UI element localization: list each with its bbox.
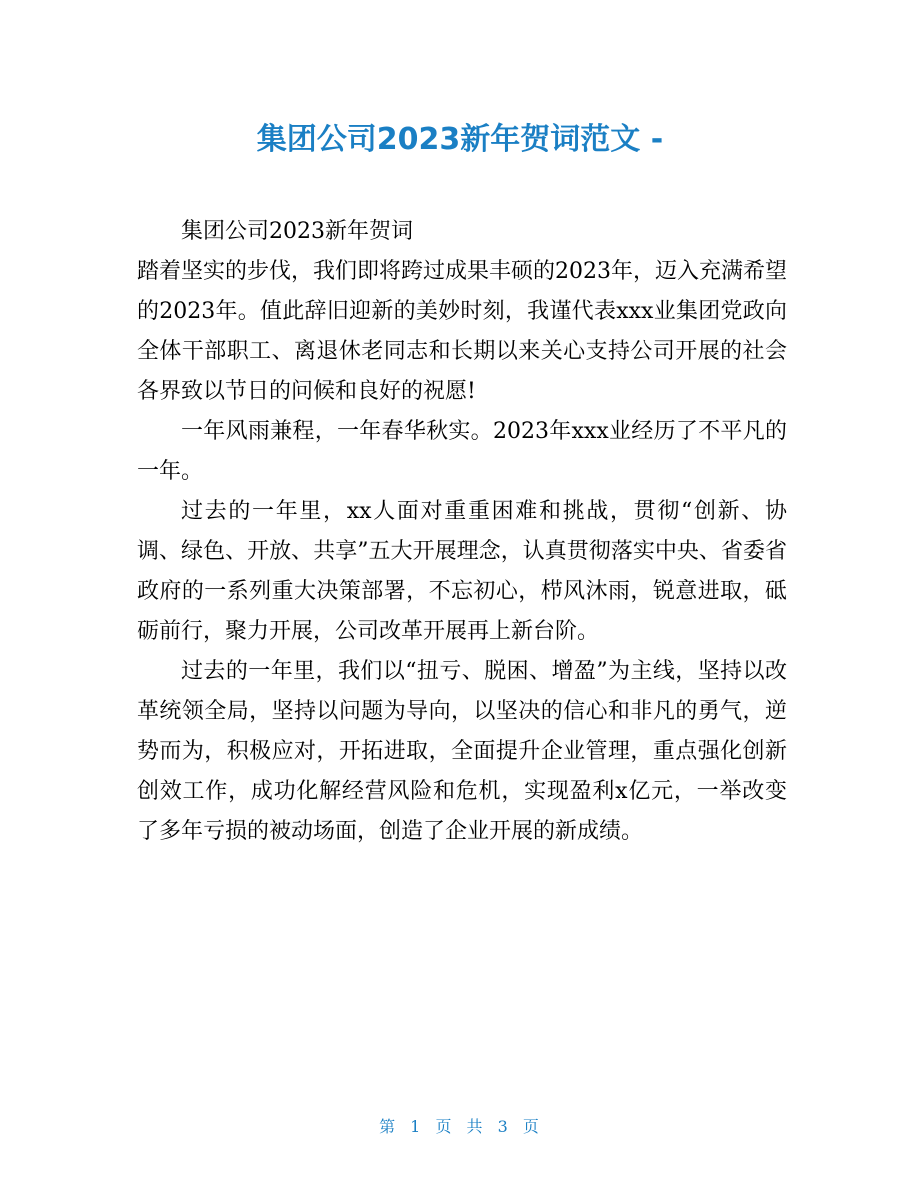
document-body (137, 212, 787, 852)
paragraph-1: 踏着坚实的步伐，我们即将跨过成果丰硕的2023年，迈入充满希望的2023年。值此辞旧迎新的美妙时刻，我谨代表xxx业集团党政向全体干部职工、离退休老同志和长期以来关心支持公司开展的社会各界致以节日的问候和良好的祝愿! (137, 259, 787, 404)
paragraph-3: 过去的一年里，xx人面对重重困难和挑战，贯彻“创新、协调、绿色、开放、共享”五大开展理念，认真贯彻落实中央、省委省政府的一系列重大决策部署，不忘初心，栉风沐雨，锐意进取，砥砺前行，聚力开展，公司改革开展再上新台阶。 (137, 499, 787, 644)
document-title: 集团公司2023新年贺词范文 - (256, 122, 664, 157)
document-subheading: 集团公司2023新年贺词 (181, 219, 413, 244)
paragraph-4: 过去的一年里，我们以“扭亏、脱困、增盈”为主线，坚持以改革统领全局，坚持以问题为导向，以坚决的信心和非凡的勇气，逆势而为，积极应对，开拓进取，全面提升企业管理，重点强化创新创效工作，成功化解经营风险和危机，实现盈利x亿元，一举改变了多年亏损的被动场面，创造了企业开展的新成绩。 (137, 659, 787, 844)
page-number-footer: 第 1 页 共 3 页 (379, 1117, 541, 1136)
paragraph-2: 一年风雨兼程，一年春华秋实。2023年xxx业经历了不平凡的一年。 (137, 419, 787, 484)
